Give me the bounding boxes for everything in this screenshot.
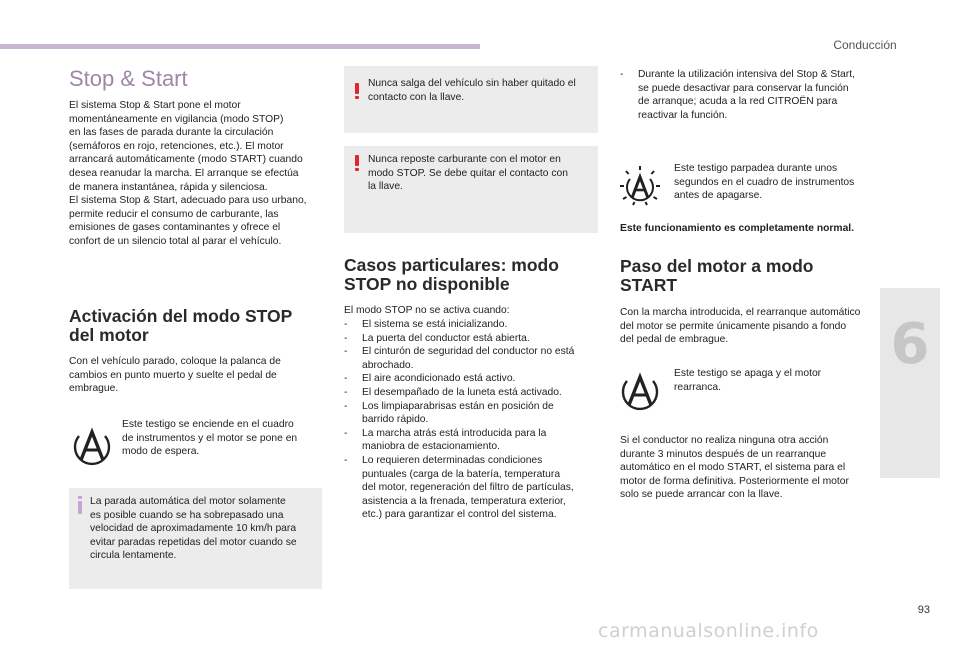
flashing-icon-description: Este testigo parpadea durante unos segundos en el cuadro de instrumentos antes de apagarse. [674,163,855,202]
special-cases-list [344,318,600,522]
info-box-text: La parada automática del motor solamente es posible cuando se ha sobrepasado una velocidad de aproximadamente 10 km/h para evitar paradas repetidas del motor cuando se circula lentamente. [90,496,297,562]
auto-stop-icon [72,426,112,466]
list-item: - Durante la utilización intensiva del Stop & Start, se puede desactivar para conservar la función de arranque; acuda a la red CITROËN para reactivar la función. [620,68,878,122]
list-item: - El desempañado de la luneta está activado. [344,386,600,400]
warning-box-key [344,66,598,133]
page-title: Stop & Start [69,66,188,91]
list-item: - El aire acondicionado está activo. [344,372,600,386]
heading-stop-activation: Activación del modo STOP del motor [69,306,293,345]
list-item: - Lo requieren determinadas condiciones puntuales (carga de la batería, temperatura del motor, regeneración del filtro de partículas, asistencia a la frenada, temperatura exterior, etc.) para garantizar el control del sistema. [344,454,600,522]
stop-activation-paragraph: Con el vehículo parado, coloque la palanca de cambios en punto muerto y suelte el pedal de embrague. [69,356,281,395]
watermark: carmanualsonline.info [598,620,819,642]
list-item: - La marcha atrás está introducida para la maniobra de estacionamiento. [344,427,600,454]
info-icon [78,496,82,514]
chapter-number: 6 [890,312,930,377]
heading-special-cases: Casos particulares: modo STOP no disponible [344,255,559,294]
list-item: - Los limpiaparabrisas están en posición de barrido rápido. [344,400,600,427]
warning-box-fuel [344,146,598,233]
final-paragraph: Si el conductor no realiza ninguna otra acción durante 3 minutos después de un rearranque automático en el modo START, el sistema para el motor de forma definitiva. Posteriormente el motor solo se puede arrancar con la llave. [620,435,849,501]
auto-stop-flashing-icon [620,166,660,206]
list-item: - El cinturón de seguridad del conductor no está abrochado. [344,345,600,372]
warning-fuel-text: Nunca reposte carburante con el motor en modo STOP. Se debe quitar el contacto con la llave. [368,154,568,193]
deactivation-note [620,68,878,122]
warning-icon [355,155,359,171]
section-title: Conducción [833,38,897,52]
info-box [69,488,322,589]
list-item: - El sistema se está inicializando. [344,318,600,332]
list-item: - La puerta del conductor está abierta. [344,332,600,346]
warning-key-text: Nunca salga del vehículo sin haber quitado el contacto con la llave. [368,78,576,103]
start-icon-description: Este testigo se apaga y el motor rearranca. [674,368,822,393]
normal-operation-note: Este funcionamiento es completamente normal. [620,223,855,234]
auto-start-icon [620,371,660,411]
start-mode-paragraph: Con la marcha introducida, el rearranque automático del motor se permite únicamente pisando a fondo del pedal de embrague. [620,307,861,346]
heading-start-mode: Paso del motor a modo START [620,256,814,295]
stop-icon-description: Este testigo se enciende en el cuadro de instrumentos y el motor se pone en modo de espera. [122,419,298,458]
page-number: 93 [917,604,930,616]
warning-icon [355,83,359,99]
special-cases-intro: El modo STOP no se activa cuando: [344,305,510,316]
intro-paragraph: El sistema Stop & Start pone el motor momentáneamente en vigilancia (modo STOP) en las fases de parada durante la circulación (semáforos en rojo, retenciones, etc.). El motor arrancará automáticamente (modo START) cuando desea reanudar la marcha. El arranque se efectúa de manera instantánea, rápida y silenciosa. El sistema Stop & Start, adecuado para uso urbano, permite reducir el consumo de carburante, las emisiones de gases contaminantes y ofrece el confort de un silencio total al parar el vehículo. [69,100,307,247]
top-accent-bar [0,44,480,49]
